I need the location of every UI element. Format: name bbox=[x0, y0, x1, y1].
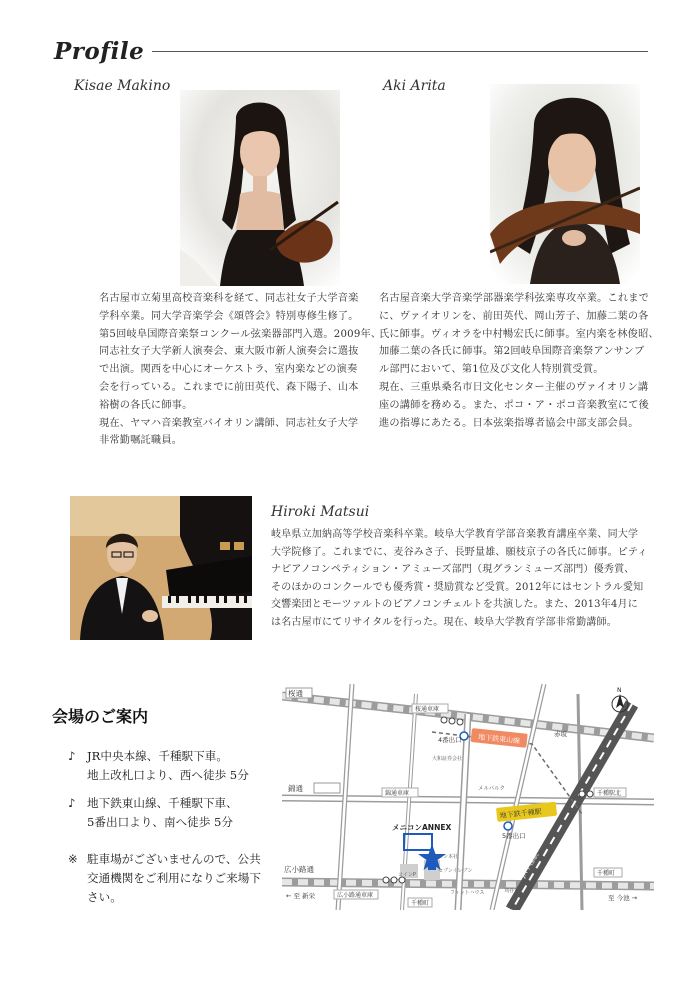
page-title: Profile bbox=[54, 38, 145, 65]
access-bullet-jr: ♪ bbox=[68, 749, 76, 763]
photo-arita bbox=[490, 84, 640, 284]
map-label-nishiki-shako: 錦通車庫 bbox=[385, 790, 410, 797]
performer-name-matsui: Hiroki Matsui bbox=[271, 504, 370, 520]
bio-arita: 名古屋音楽大学音楽学部器楽学科弦楽専攻卒業。これまで に、ヴァイオリンを、前田英代、岡山芳子、加藤二葉の各 氏に師事。ヴィオラを中村暢宏氏に師事。室内楽を林俊昭、 加藤二葉の各氏に師事。第2回岐阜国際音楽祭アンサンブ ル部門において、第1位及び文化人特別賞受賞。 現在、三重県桑名市日文化センター主催のヴァイオリン講 座の講師を務める。また、ポコ・ア・ポコ音楽教室にて後 進の指導にあたる。日本弦楽指導者協会中部支部会員。 bbox=[379, 293, 659, 429]
performer-name-makino: Kisae Makino bbox=[74, 78, 171, 94]
map-label-exit5: 5番出口 bbox=[502, 832, 526, 840]
access-map bbox=[282, 684, 654, 910]
map-label-chikusa-higashi: 千種町 bbox=[411, 900, 430, 907]
note-bullet: ※ bbox=[68, 852, 78, 866]
map-label-daiwa: 大和証券会社 bbox=[432, 756, 463, 762]
performer-name-arita: Aki Arita bbox=[383, 78, 446, 94]
map-label-chikusa-ekimae: 千種駅北 bbox=[597, 790, 622, 797]
map-label-kokuei: 刈谷台 bbox=[504, 888, 520, 894]
photo-matsui bbox=[70, 496, 252, 640]
parking-note: 駐車場がございませんので、公共 交通機関をご利用になりご来場下 さい。 bbox=[87, 852, 261, 904]
map-label-chikusa-minami: 千種町 bbox=[597, 870, 616, 877]
venue-title: 会場のご案内 bbox=[52, 707, 149, 726]
bio-makino: 名古屋市立菊里高校音楽科を経て、同志社女子大学音楽 学科卒業。同大学音楽学会《頌啓会》特別専修生修了。 第5回岐阜国際音楽祭コンクール弦楽器部門入選。2009年、 同志社女子大学新人演奏会、東大阪市新人演奏会に選抜 で出演。関西を中心にオーケストラ、室内楽などの演奏 会を行っている。これまでに前田英代、森下陽子、山本 裕樹の各氏に師事。 現在、ヤマハ音楽教室バイオリン講師、同志社女子大学 非常勤嘱託職員。 bbox=[99, 293, 382, 447]
map-label-jr-chikusa: JR千種駅 bbox=[518, 851, 541, 880]
access-bullet-subway: ♪ bbox=[68, 796, 76, 810]
street-sakura: 桜通 bbox=[288, 689, 303, 698]
photo-makino bbox=[180, 90, 340, 286]
access-subway: 地下鉄東山線、千種駅下車、 5番出口より、南へ徒歩 5分 bbox=[87, 796, 238, 829]
map-label-meniconannex: メニコンANNEX bbox=[392, 823, 452, 832]
map-label-seven: セブンイレブン bbox=[438, 868, 473, 874]
map-label-menicon-honsha: メニコン本社 bbox=[428, 854, 459, 860]
map-label-north: N bbox=[617, 687, 622, 694]
map-label-subway-chikusa: 地下鉄千種駅 bbox=[499, 807, 542, 820]
map-label-fit: フィットハウス bbox=[450, 890, 485, 896]
map-label-sakuradori-shako: 桜通車庫 bbox=[415, 706, 440, 713]
title-rule bbox=[152, 51, 648, 52]
map-to-shinsakae: ← 至 新栄 bbox=[286, 892, 316, 900]
map-to-imaike: 至 今池 → bbox=[608, 894, 638, 902]
map-label-mercure: メルパルク bbox=[478, 786, 506, 792]
map-label-exit4: 4番出口 bbox=[438, 736, 462, 744]
map-label-coinp: コインP bbox=[398, 872, 416, 878]
map-label-subway-higashiyama: 地下鉄東山線 bbox=[477, 733, 521, 746]
map-label-akasaka: 赤坂 bbox=[554, 730, 567, 738]
street-nishiki: 錦通 bbox=[288, 784, 303, 793]
bio-matsui: 岐阜県立加納高等学校音楽科卒業。岐阜大学教育学部音楽教育講座卒業、同大学 大学院修了。これまでに、麦谷みさ子、長野量雄、願枝京子の各氏に師事。ピティ ナピアノコンペティション・アミューズ部門（現グランミューズ部門）優秀賞、 そのほかのコンクールでも優秀賞・奨励賞など受賞。2012年にはセントラル愛知 交響楽団とモーツァルトのピアノコンチェルトを共演した。また、2013年4月に は名古屋市にてリサイタルを行った。現在、岐阜大学教育学部非常勤講師。 bbox=[271, 529, 648, 628]
map-label-hirokoji-shako: 広小路通車庫 bbox=[337, 892, 374, 899]
access-jr: JR中央本線、千種駅下車。 地上改札口より、西へ徒歩 5分 bbox=[87, 749, 249, 782]
street-hirokoji: 広小路通 bbox=[284, 865, 314, 874]
